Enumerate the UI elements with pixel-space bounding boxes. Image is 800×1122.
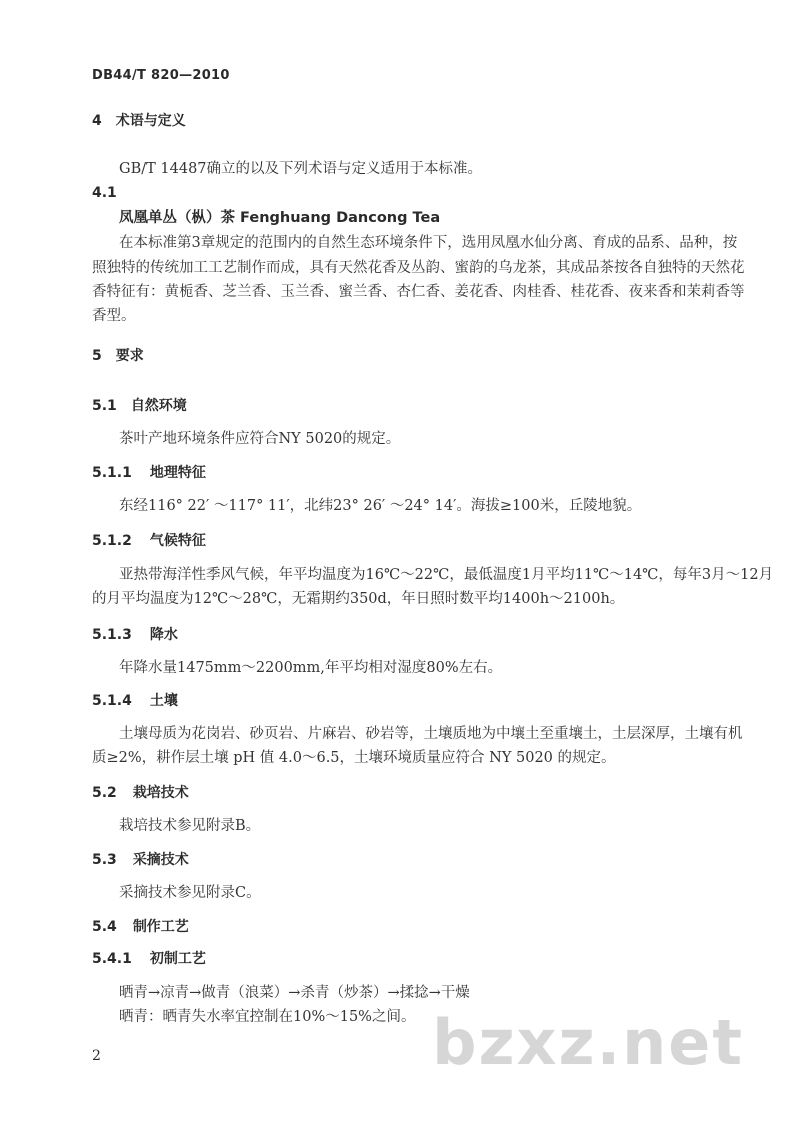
- section-4-heading: [92, 110, 186, 130]
- section-4-1-number: 4.1: [92, 185, 117, 201]
- page-number: 2: [92, 1048, 101, 1064]
- section-5-1-2-line-1: 亚热带海洋性季风气候，年平均温度为16℃～22℃，最低温度1月平均11℃～14℃，每年3月～12月: [119, 567, 774, 583]
- section-5-1-4-line-1: 土壤母质为花岗岩、砂页岩、片麻岩、砂岩等，土壤质地为中壤土至重壤土，土层深厚，土壤有机: [119, 726, 743, 742]
- section-5-1-3-text: 年降水量1475mm～2200mm,年平均相对湿度80%左右。: [119, 660, 503, 676]
- term-title: 凤凰单丛（枞）茶 Fenghuang Dancong Tea: [119, 210, 441, 226]
- section-5-4-title: 制作工艺: [132, 919, 189, 935]
- section-5-heading: [92, 345, 144, 365]
- section-5-4-number: 5.4: [92, 919, 117, 935]
- section-5-1-text: 茶叶产地环境条件应符合NY 5020的规定。: [119, 431, 401, 447]
- definition-line-4: 香型。: [92, 308, 136, 324]
- section-5-1-1-heading: [92, 462, 206, 482]
- section-5-2-number: 5.2: [92, 785, 117, 801]
- definition-line-1: 在本标准第3章规定的范围内的自然生态环境条件下，选用凤凰水仙分离、育成的品系、品种，按: [119, 235, 738, 251]
- watermark: bzxz.net: [432, 1006, 744, 1079]
- section-5-1-3-heading: [92, 624, 178, 644]
- section-5-3-number: 5.3: [92, 852, 117, 868]
- standard-number: DB44/T 820—2010: [92, 68, 230, 83]
- section-5-1-2-line-2: 的月平均温度为12℃～28℃，无霜期约350d，年日照时数平均1400h～2100h。: [92, 591, 625, 607]
- definition-line-3: 香特征有：黄栀香、芝兰香、玉兰香、蜜兰香、杏仁香、姜花香、肉桂香、桂花香、夜来香和茉莉香等: [92, 284, 745, 300]
- section-5-1-1-number: 5.1.1: [92, 465, 132, 481]
- section-5-1-2-heading: [92, 530, 206, 550]
- section-5-1-heading: [92, 395, 187, 415]
- section-4-intro: GB/T 14487确立的以及下列术语与定义适用于本标准。: [119, 161, 483, 177]
- section-5-2-heading: [92, 782, 189, 802]
- section-5-number: 5: [92, 348, 102, 364]
- section-5-3-text: 采摘技术参见附录C。: [119, 885, 261, 901]
- section-5-1-1-title: 地理特征: [149, 465, 206, 481]
- section-5-1-4-title: 土壤: [149, 693, 178, 709]
- section-5-1-2-number: 5.1.2: [92, 533, 132, 549]
- section-5-4-1-title: 初制工艺: [149, 951, 206, 967]
- section-5-1-number: 5.1: [92, 398, 117, 414]
- section-5-2-title: 栽培技术: [132, 785, 189, 801]
- section-5-1-4-number: 5.1.4: [92, 693, 132, 709]
- section-5-4-heading: [92, 916, 189, 936]
- section-5-1-4-heading: [92, 690, 178, 710]
- section-5-4-1-text: 晒青：晒青失水率宜控制在10%～15%之间。: [119, 1009, 416, 1025]
- section-4-title: 术语与定义: [115, 113, 186, 129]
- section-5-4-1-number: 5.4.1: [92, 951, 132, 967]
- section-5-1-4-line-2: 质≥2%，耕作层土壤 pH 值 4.0～6.5，土壤环境质量应符合 NY 5020 的规定。: [92, 750, 616, 766]
- section-5-2-text: 栽培技术参见附录B。: [119, 818, 261, 834]
- section-4-number: 4: [92, 113, 102, 129]
- definition-line-2: 照独特的传统加工工艺制作而成，具有天然花香及丛韵、蜜韵的乌龙茶，其成品茶按各自独特的天然花: [92, 260, 745, 276]
- section-5-1-title: 自然环境: [130, 398, 187, 414]
- section-5-3-heading: [92, 849, 189, 869]
- process-flow: 晒青→凉青→做青（浪菜）→杀青（炒茶）→揉捻→干燥: [119, 985, 470, 1001]
- section-5-title: 要求: [115, 348, 144, 364]
- section-5-1-3-title: 降水: [149, 627, 178, 643]
- section-5-4-1-heading: [92, 948, 206, 968]
- section-5-1-2-title: 气候特征: [149, 533, 206, 549]
- section-5-3-title: 采摘技术: [132, 852, 189, 868]
- section-5-1-1-text: 东经116° 22′ ～117° 11′，北纬23° 26′ ～24° 14′。海拔≥100米，丘陵地貌。: [119, 498, 642, 514]
- section-5-1-3-number: 5.1.3: [92, 627, 132, 643]
